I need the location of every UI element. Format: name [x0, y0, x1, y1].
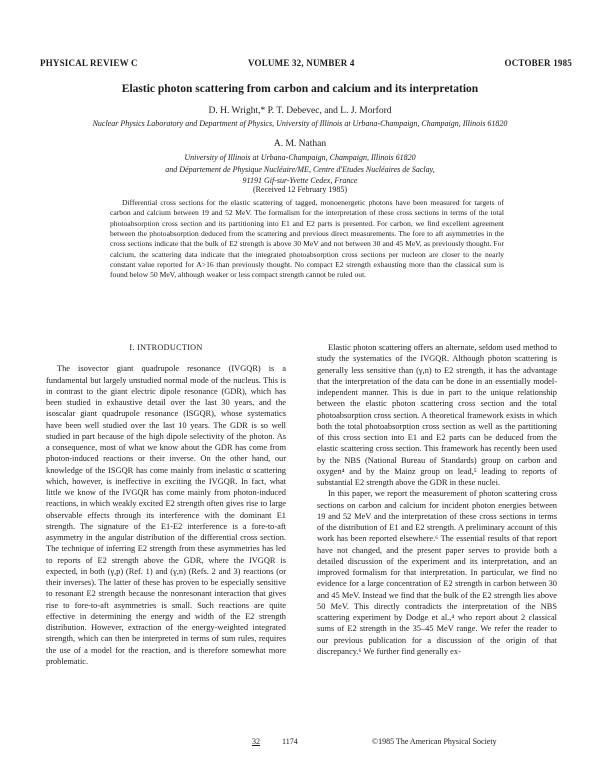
- body-paragraph: Elastic photon scattering offers an alternate, seldom used method to study the systematics of the IVGQR. Although photon scattering is generally less sensitive than (γ,n) to E2 strength, it has the advantage that the interpretation of the data can be done in an essentially model-independent manner. This is due in part to the unique relationship between the elastic photon scattering cross section and the total photoabsorption cross section. A theoretical framework exists in which both the total photoabsorption cross section as well as the partitioning of this cross section into E1 and E2 parts can be deduced from the elastic scattering cross section. This framework has recently been used by the NBS (National Bureau of Standards) group on carbon and oxygen⁴ and by the Mainz group on lead,⁵ leading to reports of substantial E2 strength above the GDR in these nuclei.: [317, 343, 557, 487]
- affiliation-2: [0, 152, 600, 187]
- footer-volume: 32: [252, 737, 260, 746]
- author-list-2: A. M. Nathan: [273, 139, 327, 149]
- volume-number: VOLUME 32, NUMBER 4: [248, 58, 355, 68]
- affiliation-1: Nuclear Physics Laboratory and Department of Physics, University of Illinois at Urbana-Champaign, Champaign, Illinois 61820: [92, 119, 508, 128]
- right-column: [317, 342, 557, 657]
- body-paragraph: In this paper, we report the measurement of photon scattering cross sections on carbon and calcium for incident photon energies between 19 and 52 MeV and the interpretation of these cross sections in terms of the distribution of E1 and E2 strength. A preliminary account of this work has been reported elsewhere.⁶ The essential results of that report have not changed, and the present paper serves to provide both a detailed discussion of the experiment and its interpretation, and an improved formalism for that interpretation. In particular, we find no evidence for a large concentration of E2 strength in carbon between 30 and 45 MeV. Instead we find that the bulk of the E2 strength lies above 50 MeV. This directly contradicts the interpretation of the NBS scattering experiment by Dodge et al.,⁴ who report about 2 classical sums of E2 strength in the 35–45 MeV range. We refer the reader to our previous publication for a discussion of the origin of that discrepancy.⁶ We further find generally ex-: [317, 489, 557, 656]
- section-heading: I. INTRODUCTION: [129, 343, 203, 352]
- journal-name: PHYSICAL REVIEW C: [40, 58, 138, 68]
- affiliation-2-line: University of Illinois at Urbana-Champaign, Champaign, Illinois 61820: [184, 153, 416, 162]
- abstract: Differential cross sections for the elastic scattering of tagged, monoenergetic photons have been measured for targets of carbon and calcium between 19 and 52 MeV. The formalism for the interpretation of these cross sections in terms of the total photoabsorption cross section and its partitioning into E1 and E2 parts is presented. For carbon, we find excellent agreement between the photoabsorption deduced from the scattering and previous direct measurements. The fore to aft asymmetries in the cross sections indicate that the bulk of E2 strength is above 30 MeV and not between 30 and 45 MeV, as previously thought. For calcium, the scattering data indicate that the integrated photoabsorption cross sections per nucleon are closer to the nearly constant value reported for A>16 than previously thought. No compact E2 strength exhausting more than the classical sum is found below 50 MeV, although weaker or less compact strength cannot be ruled out.: [110, 198, 504, 280]
- received-date: (Received 12 February 1985): [253, 185, 347, 194]
- affiliation-2-line: and Département de Physique Nucléaire/ME, Centre d'Etudes Nucléaires de Saclay,: [165, 164, 435, 174]
- affiliation-2-line: 91191 Gif-sur-Yvette Cedex, France: [242, 176, 358, 185]
- body-paragraph: The isovector giant quadrupole resonance (IVGQR) is a fundamental but largely unstudied normal mode of the nucleus. This is in contrast to the giant electric dipole resonance (GDR), which has been studied in exhaustive detail over the last 30 years, and the isoscalar giant quadrupole resonance (ISGQR), whose systematics have been well studied over the last 10 years. The GDR is so well studied in part because of the high dipole selectivity of the photon. As a consequence, most of what we know about the GDR has come from photon-induced reactions or their inverse. On the other hand, our knowledge of the ISGQR has come mainly from inelastic α scattering which, however, is ineffective in exciting the IVGQR. In fact, what little we know of the IVGQR has come mainly from photon-induced reactions, in which weakly excited E2 strength often gives rise to large observable effects through its interference with the dominant E1 strength. The signature of the E1-E2 interference is a fore-to-aft asymmetry in the angular distribution of the differential cross section. The technique of inferring E2 strength from these asymmetries has led to reports of E2 strength above the GDR, where the IVGQR is expected, in both (γ,p) (Ref. 1) and (γ,n) (Refs. 2 and 3) reactions (or their inverses). The latter of these has proven to be especially sensitive to resonant E2 strength because the nonresonant interaction that gives rise to fore-to-aft asymmetries is small. Such reactions are quite effective in determining the energy and width of the E2 strength distribution. However, extraction of the energy-weighted integrated strength, which can then be interpreted in terms of sum rules, requires the use of a model for the reaction, and is therefore somewhat more problematic.: [46, 364, 286, 666]
- author-list-1: D. H. Wright,* P. T. Debevec, and L. J. Morford: [208, 106, 392, 116]
- paper-title: Elastic photon scattering from carbon and calcium and its interpretation: [121, 83, 479, 95]
- copyright-notice: ©1985 The American Physical Society: [372, 737, 497, 746]
- page-number: 1174: [282, 737, 298, 746]
- issue-date: OCTOBER 1985: [504, 58, 572, 68]
- left-column: [46, 342, 286, 667]
